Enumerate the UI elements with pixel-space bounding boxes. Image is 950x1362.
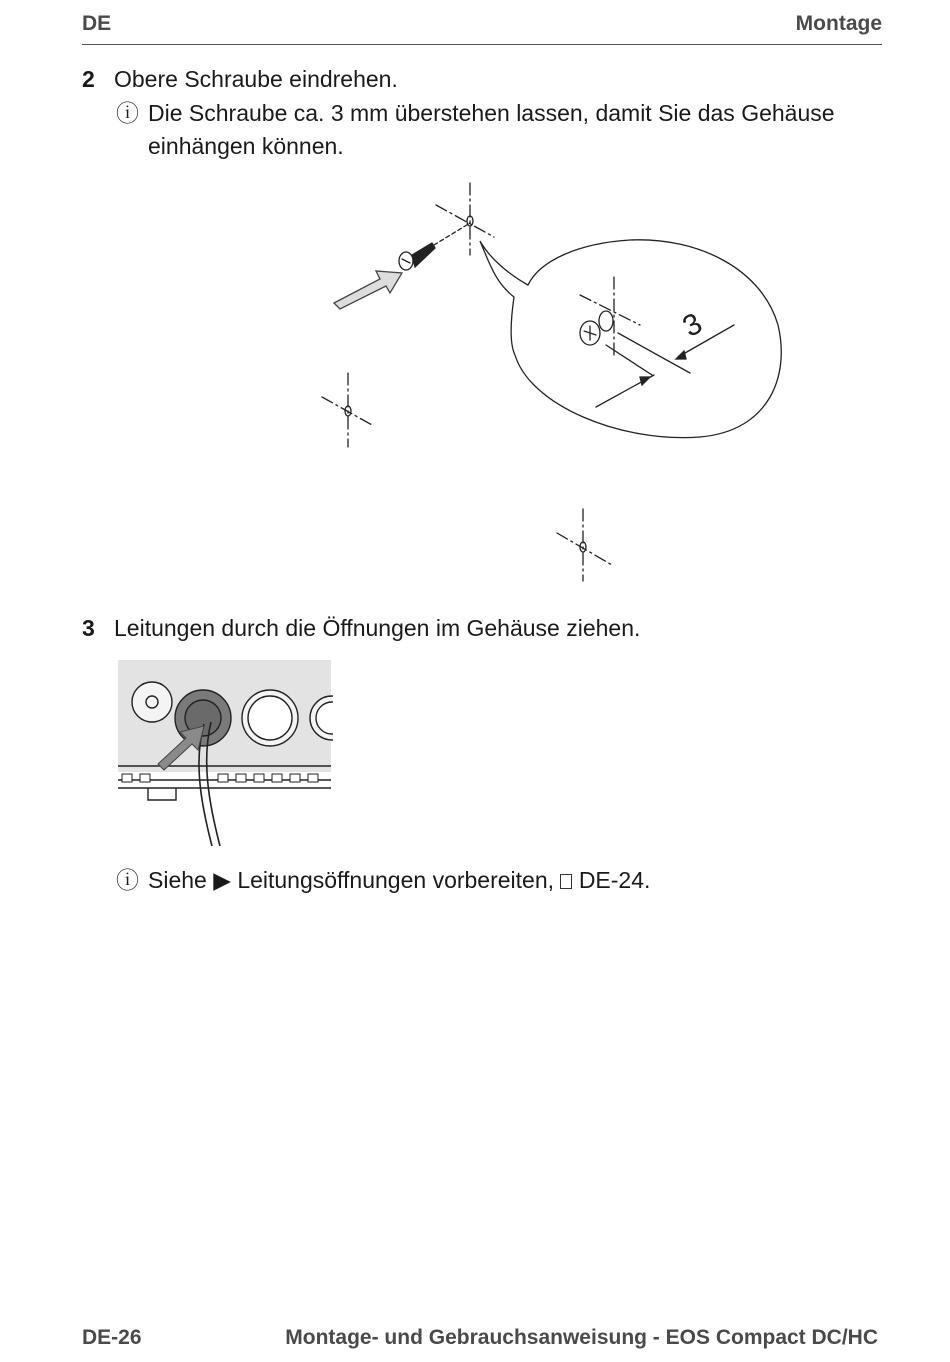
header-language: DE [82, 12, 112, 35]
triangle-right-icon: ▶ [213, 867, 231, 893]
info-icon: ⓘ [116, 867, 139, 893]
footer-document-title: Montage- und Gebrauchsanweisung - EOS Compact DC/HC [285, 1326, 878, 1349]
header-section-title: Montage [795, 12, 882, 35]
page-icon [560, 874, 572, 889]
footer-page-number: DE-26 [82, 1326, 142, 1349]
step-text: Obere Schraube eindrehen. [114, 66, 398, 92]
step-2-note [116, 97, 835, 163]
header-divider [82, 44, 882, 45]
note-text-line-2: einhängen können. [148, 133, 344, 159]
page-reference[interactable]: DE-24. [578, 867, 651, 893]
step-3-note [116, 864, 650, 897]
step-2 [82, 63, 398, 96]
info-icon: ⓘ [116, 100, 139, 126]
dimension-label: 3 [677, 306, 708, 344]
note-text-line-1: Die Schraube ca. 3 mm überstehen lassen, damit Sie das Gehäuse [148, 100, 835, 126]
step-number: 3 [82, 615, 95, 641]
step-number: 2 [82, 66, 95, 92]
note-prefix: Siehe [148, 867, 207, 893]
screw-mounting-figure [300, 175, 800, 595]
step-3 [82, 612, 640, 645]
cross-reference-link[interactable]: Leitungsöffnungen vorbereiten, [237, 867, 555, 893]
cable-openings-figure [118, 660, 333, 848]
step-text: Leitungen durch die Öffnungen im Gehäuse ziehen. [114, 615, 641, 641]
